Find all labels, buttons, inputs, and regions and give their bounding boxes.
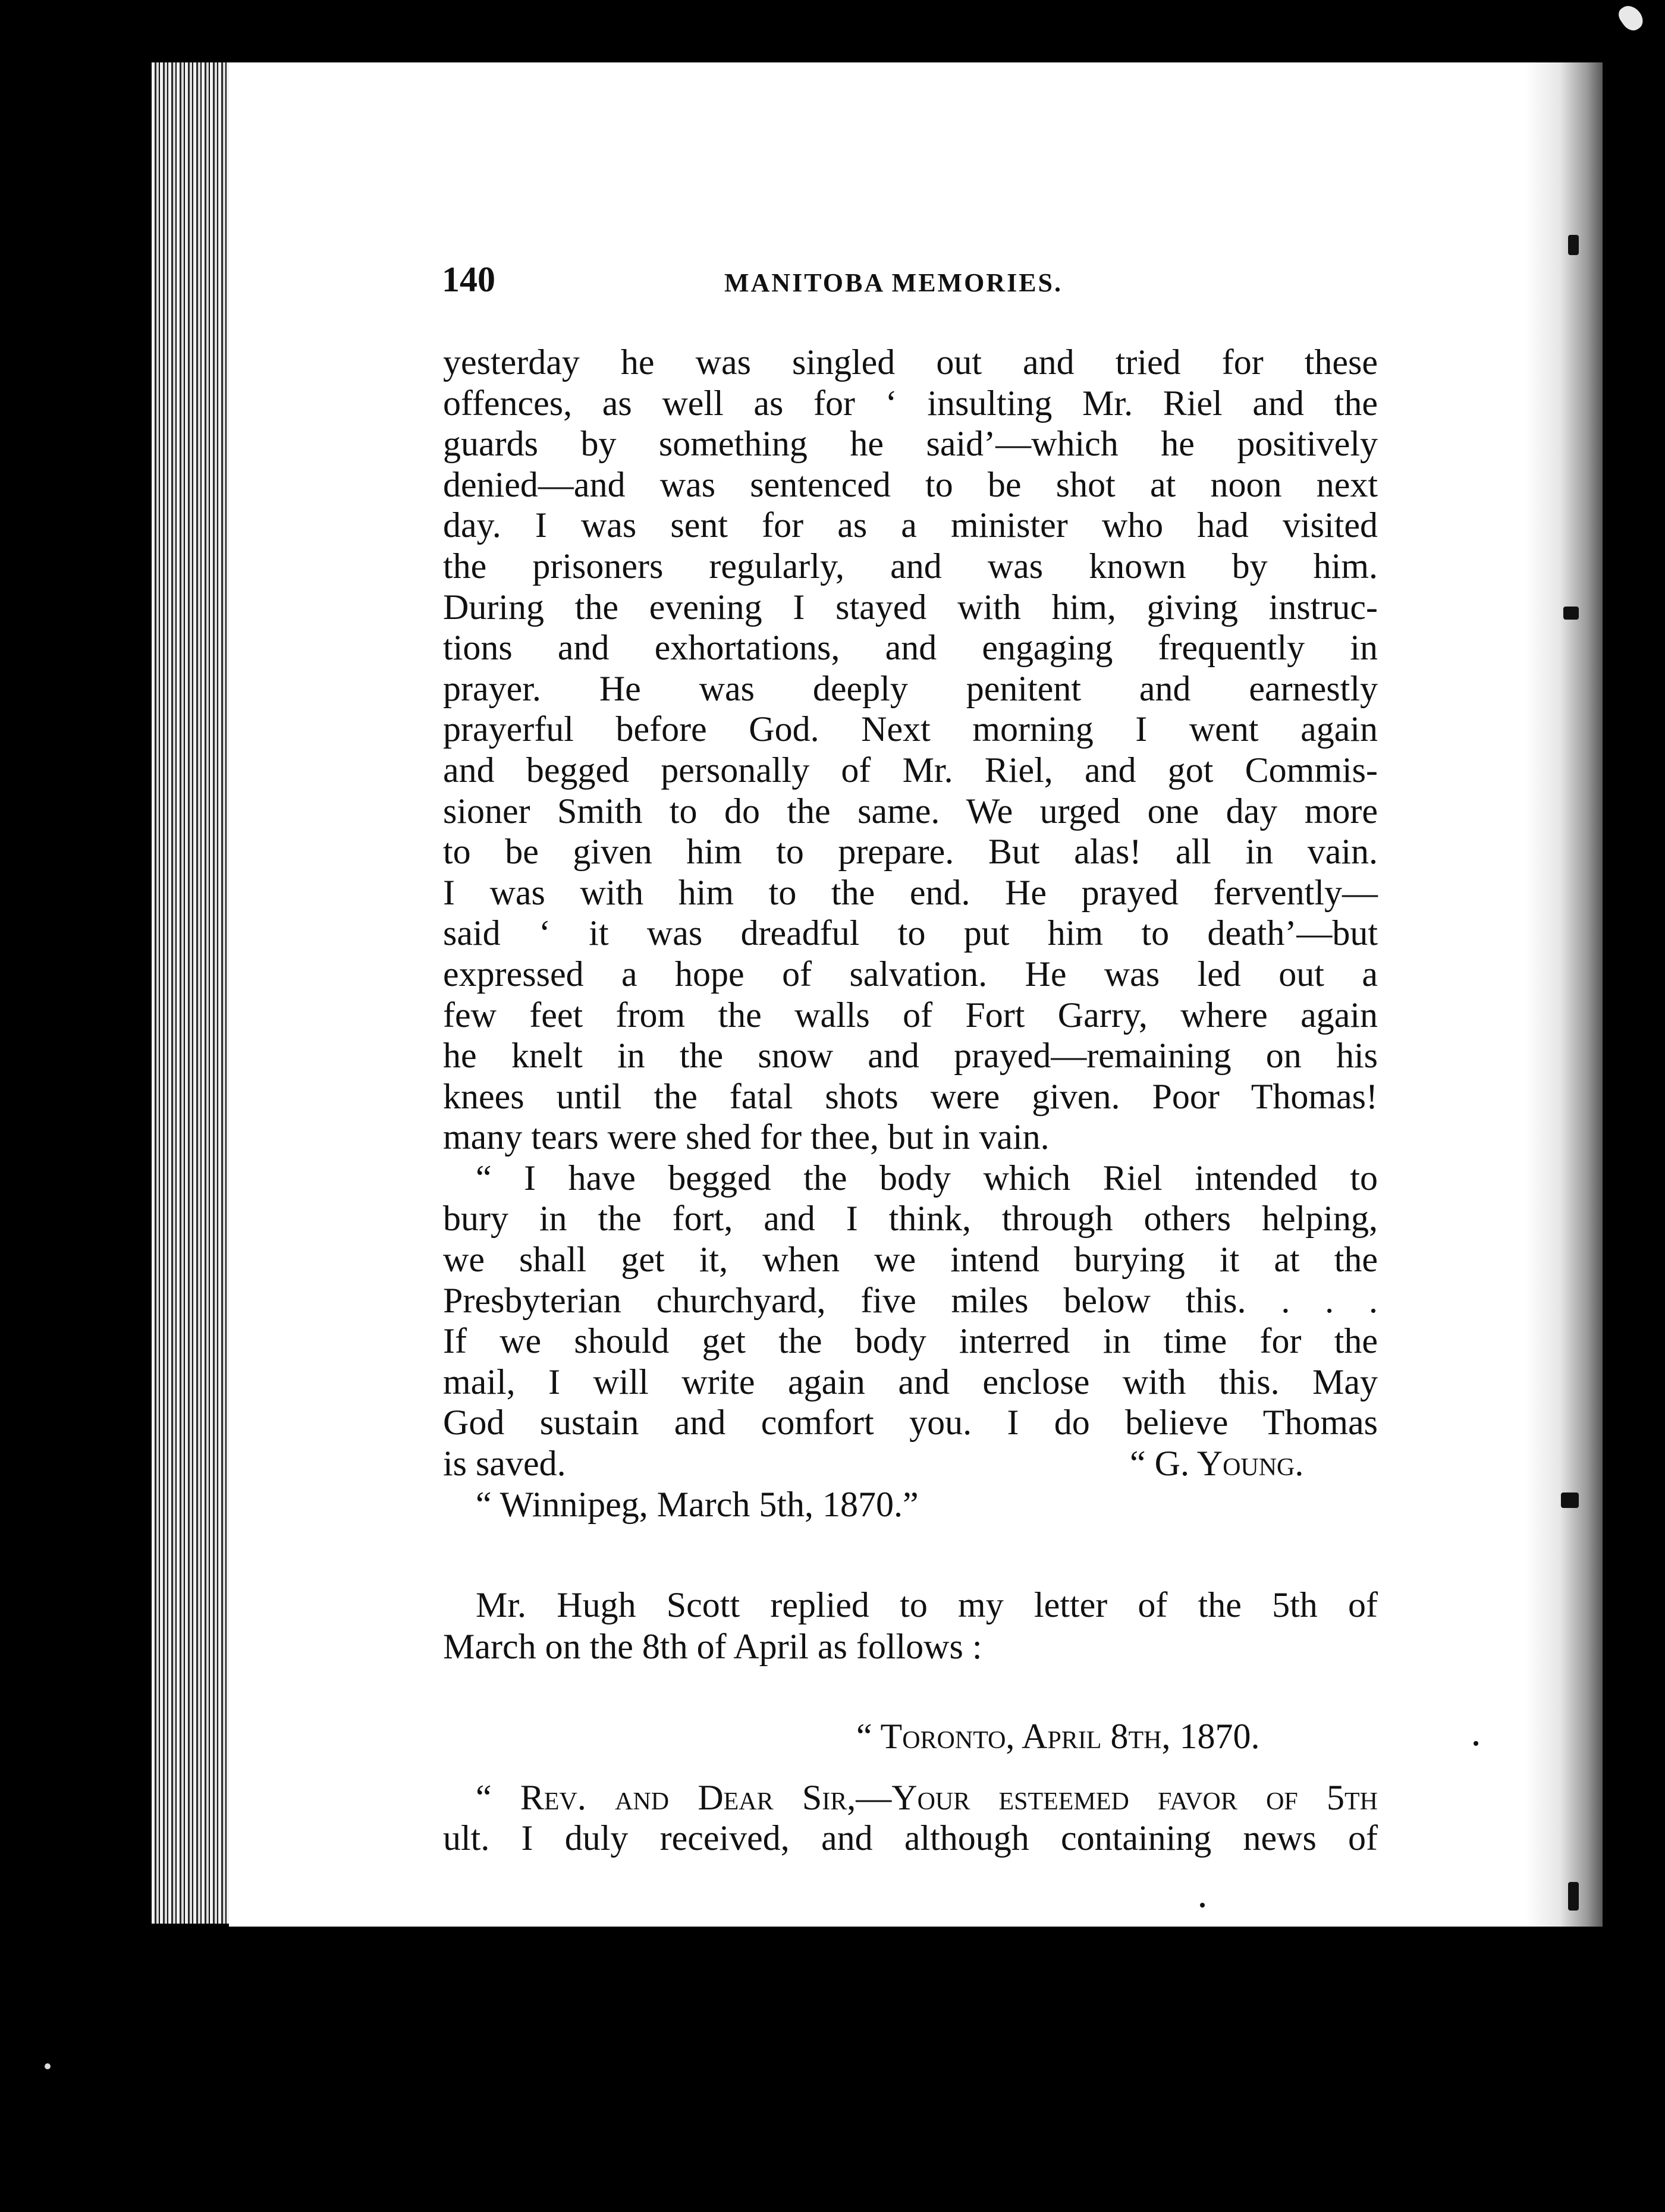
page-body: [443, 342, 1378, 1859]
text-line: Presbyterian churchyard, five miles below this. . . .: [443, 1280, 1378, 1320]
page-number: 140: [442, 260, 495, 299]
closing-text: is saved.: [443, 1444, 566, 1484]
text-line: denied—and was sentenced to be shot at noon next: [443, 464, 1378, 504]
letter-dateline: “ Winnipeg, March 5th, 1870.”: [476, 1484, 919, 1524]
running-title: MANITOBA MEMORIES.: [724, 268, 1063, 297]
text-line: I was with him to the end. He prayed fervently—: [443, 872, 1378, 912]
spacer: [443, 1525, 1378, 1584]
text-line: guards by something he said’—which he positively: [443, 424, 1378, 464]
text-line: and begged personally of Mr. Riel, and got Commis-: [443, 750, 1378, 790]
book-page-edges: [152, 62, 232, 1924]
text-line: yesterday he was singled out and tried for these: [443, 343, 1378, 382]
text-line: bury in the fort, and I think, through others helping,: [443, 1199, 1378, 1239]
text-line: tions and exhortations, and engaging frequently in: [443, 628, 1378, 668]
text-line: During the evening I stayed with him, giving instruc-: [443, 587, 1378, 627]
gutter-mark: [1568, 1882, 1579, 1911]
letter-salutation: “ Rev. and Dear Sir,—Your esteemed favor of 5th: [476, 1777, 1378, 1817]
paragraph-first-line: “ I have begged the body which Riel intended to: [476, 1158, 1378, 1198]
dust-speck: [45, 2063, 51, 2069]
text-line: sioner Smith to do the same. We urged one day more: [443, 791, 1378, 831]
text-line: prayerful before God. Next morning I went again: [443, 709, 1378, 749]
closing-line: [443, 1443, 1378, 1484]
text-line: prayer. He was deeply penitent and earnestly: [443, 668, 1378, 708]
text-line: to be given him to prepare. But alas! all in vain.: [443, 832, 1378, 872]
text-line: we shall get it, when we intend burying it at the: [443, 1240, 1378, 1280]
text-line: Mr. Hugh Scott replied to my letter of the 5th of: [476, 1585, 1378, 1625]
spacer: [443, 1667, 1378, 1716]
text-line: said ‘ it was dreadful to put him to death’—but: [443, 913, 1378, 953]
gutter-mark: [1561, 1493, 1579, 1508]
text-line: the prisoners regularly, and was known by him.: [443, 546, 1378, 586]
text-line: expressed a hope of salvation. He was led out a: [443, 954, 1378, 994]
letter-signature: “ G. Young.: [1130, 1444, 1304, 1484]
text-line: he knelt in the snow and prayed—remaining on his: [443, 1036, 1378, 1076]
text-line: March on the 8th of April as follows :: [443, 1627, 982, 1667]
corner-blot: [1615, 1, 1647, 34]
text-line: day. I was sent for as a minister who had visited: [443, 505, 1378, 545]
page-gutter-shadow: [1525, 62, 1603, 1927]
text-line: mail, I will write again and enclose with this. May: [443, 1362, 1378, 1402]
running-head: [442, 256, 1084, 303]
ink-speck: [1474, 1741, 1478, 1746]
letter-dateline-toronto: “ Toronto, April 8th, 1870.: [856, 1717, 1260, 1757]
text-line: few feet from the walls of Fort Garry, where again: [443, 995, 1378, 1035]
ink-speck: [1200, 1903, 1205, 1908]
spacer: [443, 1757, 1378, 1777]
text-line: ult. I duly received, and although containing news of: [443, 1818, 1378, 1858]
text-line: offences, as well as for ‘ insulting Mr. Riel and the: [443, 383, 1378, 423]
text-line: knees until the fatal shots were given. Poor Thomas!: [443, 1076, 1378, 1116]
gutter-mark: [1563, 607, 1579, 620]
text-line: God sustain and comfort you. I do believe Thomas: [443, 1403, 1378, 1443]
text-line: If we should get the body interred in time for the: [443, 1321, 1378, 1361]
text-line: many tears were shed for thee, but in vain.: [443, 1117, 1050, 1157]
gutter-mark: [1568, 235, 1579, 255]
